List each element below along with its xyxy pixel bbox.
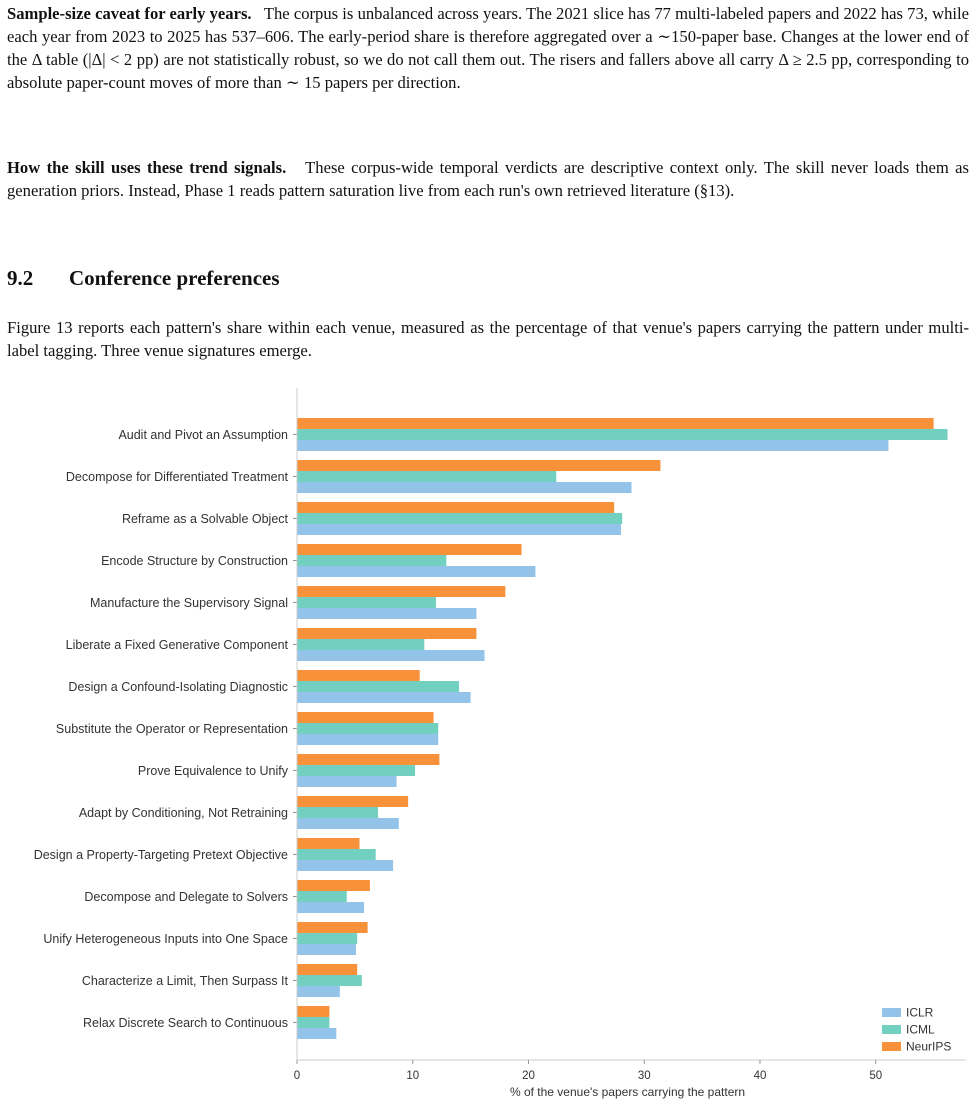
bar-iclr-6 — [297, 650, 485, 661]
venue-pattern-bar-chart — [0, 380, 976, 1114]
chart-legend — [882, 1006, 951, 1054]
legend-label-icml: ICML — [906, 1022, 935, 1037]
category-label: Encode Structure by Construction — [101, 554, 288, 568]
bar-iclr-1 — [297, 440, 888, 451]
bar-icml-9 — [297, 765, 415, 776]
bar-neurips-10 — [297, 796, 408, 807]
legend-label-iclr: ICLR — [906, 1005, 934, 1020]
bar-neurips-2 — [297, 460, 660, 471]
bar-neurips-7 — [297, 670, 420, 681]
category-label: Reframe as a Solvable Object — [121, 512, 288, 526]
bar-icml-6 — [297, 639, 424, 650]
category-label: Prove Equivalence to Unify — [137, 764, 288, 778]
bar-neurips-3 — [297, 502, 614, 513]
chart-bars — [297, 418, 947, 1039]
legend-swatch-icml — [882, 1025, 901, 1034]
bar-neurips-15 — [297, 1006, 329, 1017]
x-tick-label: 30 — [637, 1070, 651, 1082]
bar-neurips-8 — [297, 712, 434, 723]
x-tick-label: 40 — [753, 1070, 767, 1082]
bar-neurips-14 — [297, 964, 357, 975]
bar-iclr-13 — [297, 944, 356, 955]
bar-iclr-2 — [297, 482, 632, 493]
paragraph-heading: How the skill uses these trend signals. — [7, 158, 287, 177]
category-label: Manufacture the Supervisory Signal — [89, 596, 288, 610]
bar-icml-7 — [297, 681, 459, 692]
bar-icml-12 — [297, 891, 347, 902]
paragraph-body: The corpus is unbalanced across years. The 2021 slice has 77 multi-labeled papers and 2022 has 73, while each year from 2023 to 2025 has 537–606. The early-period share is therefore aggregated over a ∼150-paper base. Changes at the lower end of the Δ table (|Δ| < 2 pp) are not statistically robust, so we do not call them out. The risers and fallers above all carry Δ ≥ 2.5 pp, corresponding to absolute paper-count moves of more than ∼ 15 papers per direction. — [7, 4, 969, 92]
category-label: Audit and Pivot an Assumption — [118, 428, 288, 442]
section-heading — [7, 266, 280, 291]
bar-iclr-11 — [297, 860, 393, 871]
bar-neurips-13 — [297, 922, 368, 933]
bar-iclr-14 — [297, 986, 340, 997]
bar-iclr-9 — [297, 776, 397, 787]
bar-icml-13 — [297, 933, 357, 944]
bar-icml-4 — [297, 555, 446, 566]
category-label: Decompose for Differentiated Treatment — [65, 470, 288, 484]
chart-x-axis-label: % of the venue's papers carrying the pattern — [509, 1085, 746, 1099]
paragraph-trend-signals — [7, 156, 969, 202]
bar-icml-5 — [297, 597, 436, 608]
bar-iclr-7 — [297, 692, 471, 703]
paragraph-figure-intro — [7, 316, 969, 362]
x-tick-label: 0 — [293, 1070, 301, 1082]
bar-icml-8 — [297, 723, 438, 734]
category-label: Decompose and Delegate to Solvers — [84, 890, 288, 904]
bar-icml-11 — [297, 849, 376, 860]
bar-icml-15 — [297, 1017, 329, 1028]
section-title: Conference preferences — [69, 266, 280, 290]
x-tick-label: 50 — [869, 1070, 883, 1082]
bar-iclr-12 — [297, 902, 364, 913]
category-label: Adapt by Conditioning, Not Retraining — [78, 806, 288, 820]
bar-neurips-12 — [297, 880, 370, 891]
legend-swatch-iclr — [882, 1008, 901, 1017]
paragraph-body: These corpus-wide temporal verdicts are descriptive context only. The skill never loads them as generation priors. Instead, Phase 1 reads pattern saturation live from each run's own retrieved literature (§13). — [7, 158, 969, 200]
legend-label-neurips: NeurIPS — [906, 1039, 952, 1054]
bar-neurips-9 — [297, 754, 439, 765]
paragraph-body: Figure 13 reports each pattern's share within each venue, measured as the percentage of that venue's papers carrying the pattern under multi-label tagging. Three venue signatures emerge. — [7, 318, 969, 360]
legend-swatch-neurips — [882, 1042, 901, 1051]
bar-neurips-11 — [297, 838, 360, 849]
category-label: Design a Property-Targeting Pretext Objective — [33, 848, 288, 862]
chart-category-labels — [34, 428, 297, 1030]
bar-iclr-8 — [297, 734, 438, 745]
category-label: Relax Discrete Search to Continuous — [83, 1016, 288, 1030]
bar-icml-2 — [297, 471, 556, 482]
bar-neurips-6 — [297, 628, 476, 639]
paragraph-sample-size-caveat — [7, 2, 969, 94]
bar-iclr-15 — [297, 1028, 336, 1039]
bar-neurips-1 — [297, 418, 934, 429]
bar-neurips-4 — [297, 544, 522, 555]
bar-iclr-4 — [297, 566, 535, 577]
paragraph-heading: Sample-size caveat for early years. — [7, 4, 252, 23]
category-label: Liberate a Fixed Generative Component — [65, 638, 288, 652]
bar-icml-3 — [297, 513, 622, 524]
category-label: Substitute the Operator or Representation — [55, 722, 288, 736]
x-tick-label: 20 — [522, 1070, 535, 1082]
bar-neurips-5 — [297, 586, 505, 597]
bar-iclr-10 — [297, 818, 399, 829]
bar-icml-14 — [297, 975, 362, 986]
category-label: Characterize a Limit, Then Surpass It — [81, 974, 288, 988]
bar-iclr-5 — [297, 608, 476, 619]
x-tick-label: 10 — [406, 1070, 420, 1082]
section-number: 9.2 — [7, 266, 34, 290]
category-label: Unify Heterogeneous Inputs into One Space — [43, 932, 288, 946]
bar-icml-1 — [297, 429, 947, 440]
bar-iclr-3 — [297, 524, 621, 535]
category-label: Design a Confound-Isolating Diagnostic — [68, 680, 288, 694]
bar-icml-10 — [297, 807, 378, 818]
